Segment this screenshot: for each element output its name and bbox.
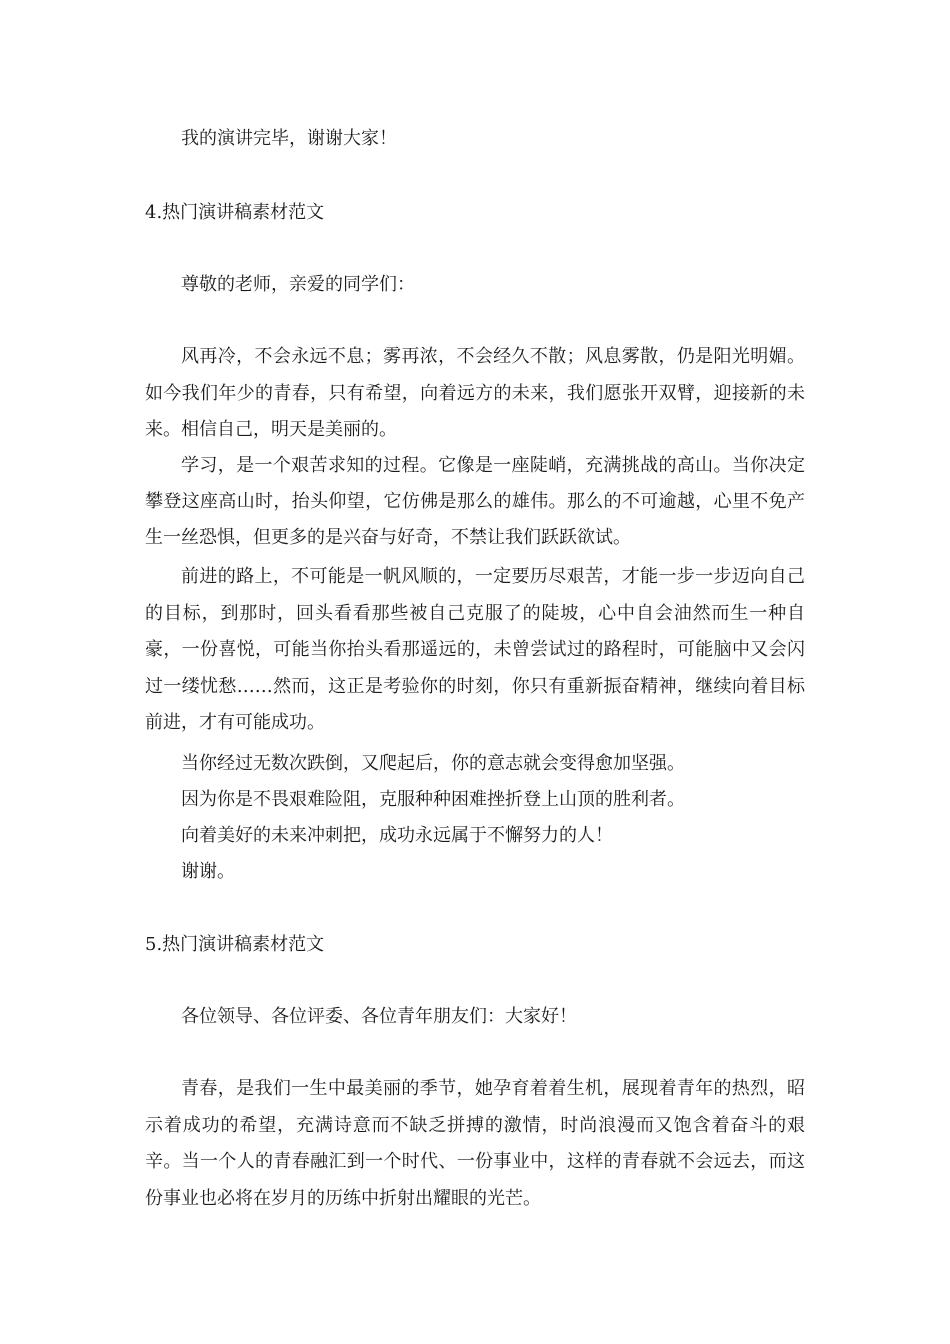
section-5-paragraph-1: 青春，是我们一生中最美丽的季节，她孕育着着生机，展现着青年的热烈，昭示着成功的希望，充满诗意而不缺乏拼搏的激情，时尚浪漫而又饱含着奋斗的艰辛。当一个人的青春融汇到一个时代、一份事业中，这样的青春就不会远去，而这份事业也必将在岁月的历练中折射出耀眼的光芒。 (145, 1078, 805, 1209)
section-4-line-6: 向着美好的未来冲刺把，成功永远属于不懈努力的人！ (181, 825, 613, 846)
closing-line: 我的演讲完毕，谢谢大家！ (181, 128, 397, 149)
section-4-salutation: 尊敬的老师，亲爱的同学们： (181, 274, 415, 295)
section-4-line-7: 谢谢。 (181, 861, 235, 882)
section-4-heading: 4.热门演讲稿素材范文 (145, 202, 325, 223)
section-5-heading: 5.热门演讲稿素材范文 (145, 934, 325, 955)
section-4-paragraph-1: 风再冷，不会永远不息；雾再浓，不会经久不散；风息雾散，仍是阳光明媚。如今我们年少的青春，只有希望，向着远方的未来，我们愿张开双臂，迎接新的未来。相信自己，明天是美丽的。 (145, 346, 805, 440)
section-4-paragraph-2: 学习，是一个艰苦求知的过程。它像是一座陡峭，充满挑战的高山。当你决定攀登这座高山时，抬头仰望，它仿佛是那么的雄伟。那么的不可逾越，心里不免产生一丝恐惧，但更多的是兴奋与好奇，不禁让我们跃跃欲试。 (145, 455, 805, 548)
section-4-line-5: 因为你是不畏艰难险阻，克服种种困难挫折登上山顶的胜利者。 (181, 789, 685, 810)
section-4-line-4: 当你经过无数次跌倒，又爬起后，你的意志就会变得愈加坚强。 (181, 753, 685, 774)
section-5-salutation: 各位领导、各位评委、各位青年朋友们：大家好！ (181, 1006, 577, 1027)
section-4-paragraph-3: 前进的路上，不可能是一帆风顺的，一定要历尽艰苦，才能一步一步迈向自己的目标，到那时，回头看看那些被自己克服了的陡坡，心中自会油然而生一种自豪，一份喜悦，可能当你抬头看那遥远的，未曾尝试过的路程时，可能脑中又会闪过一缕忧愁……然而，这正是考验你的时刻，你只有重新振奋精神，继续向着目标前进，才有可能成功。 (145, 566, 805, 733)
